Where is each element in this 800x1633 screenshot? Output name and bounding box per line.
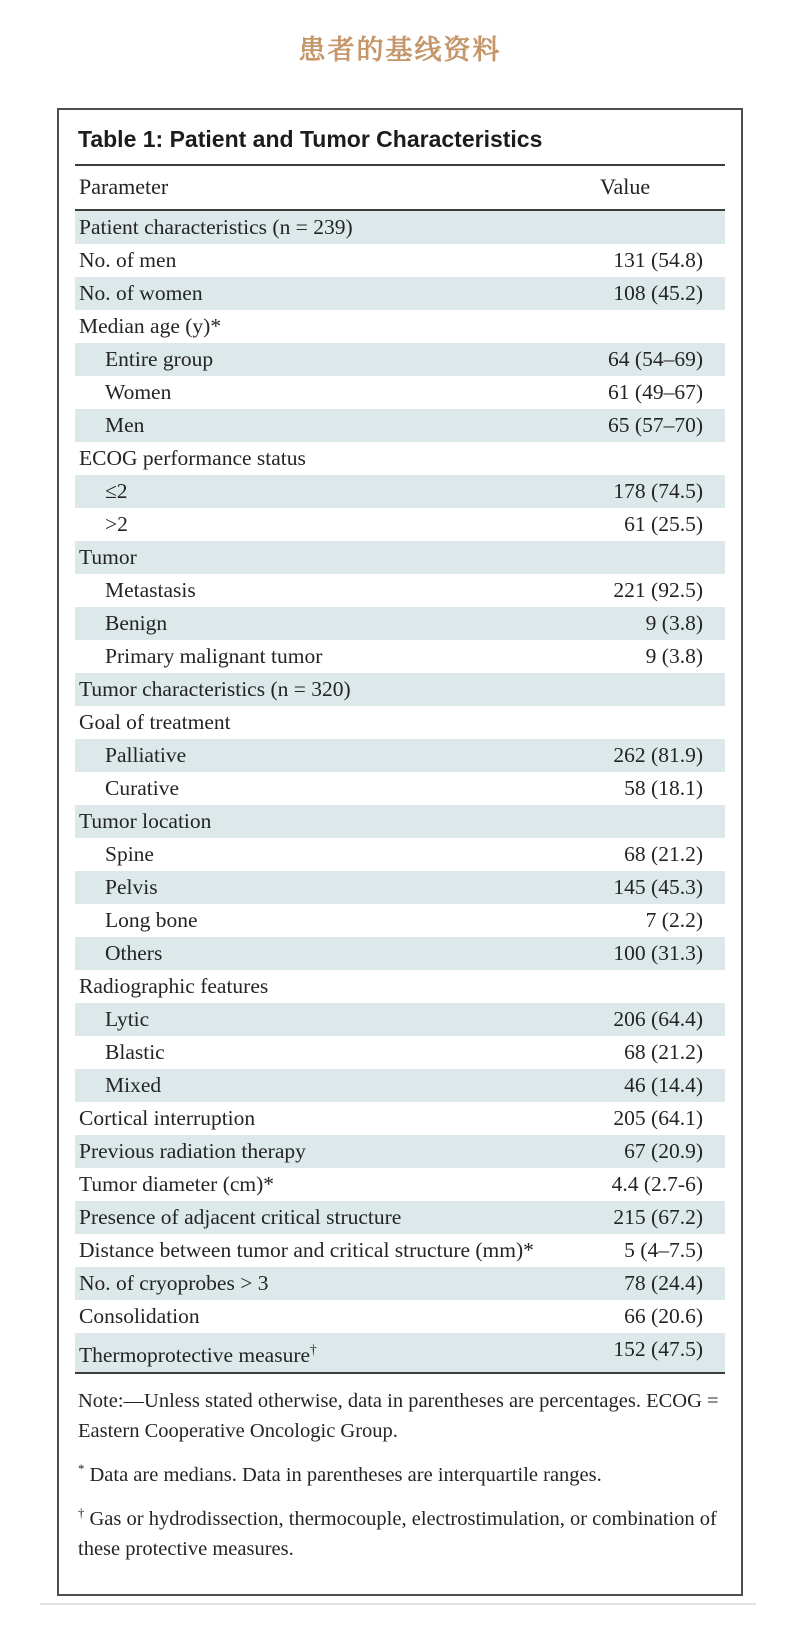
row-parameter: Curative [105,776,180,800]
table-row [75,1036,725,1069]
table-row [75,706,725,739]
row-value: 206 (64.4) [613,1007,703,1031]
row-parameter: Previous radiation therapy [79,1139,306,1163]
table-row [75,277,725,310]
footnote: Note:—Unless stated otherwise, data in parentheses are percentages. ECOG = Eastern Cooperative Oncologic Group. [78,1390,719,1443]
column-header-row [75,166,725,209]
row-parameter: >2 [105,512,128,536]
footnote: † Gas or hydrodissection, thermocouple, electrostimulation, or combination of these protective measures. [78,1505,717,1560]
row-parameter: Thermoprotective measure† [79,1342,317,1368]
row-parameter: Median age (y)* [79,314,222,338]
table-row [75,1003,725,1036]
row-parameter: Others [105,941,163,965]
table-row [75,607,725,640]
row-value: 66 (20.6) [624,1304,703,1328]
table-row [75,1102,725,1135]
row-value: 61 (49–67) [608,380,703,404]
table-row [75,673,725,706]
row-parameter: Presence of adjacent critical structure [79,1205,402,1229]
row-value: 67 (20.9) [624,1139,703,1163]
row-parameter: Distance between tumor and critical structure (mm)* [79,1238,534,1262]
table-row [75,1267,725,1300]
superscript-marker: † [78,1505,85,1520]
table-row [75,343,725,376]
table-container [57,108,743,1596]
table-title: Table 1: Patient and Tumor Characteristics [78,126,543,152]
row-parameter: No. of cryoprobes > 3 [79,1271,269,1295]
table-row [75,805,725,838]
table-row [75,1168,725,1201]
row-value: 152 (47.5) [613,1337,703,1361]
table-row [75,1300,725,1333]
table-row [75,442,725,475]
row-parameter: Tumor characteristics (n = 320) [79,677,351,701]
row-value: 64 (54–69) [608,347,703,371]
table-row [75,838,725,871]
row-parameter: Tumor location [79,809,212,833]
table-row [75,1069,725,1102]
row-value: 46 (14.4) [624,1073,703,1097]
row-parameter: Consolidation [79,1304,200,1328]
row-value: 100 (31.3) [613,941,703,965]
row-parameter: No. of women [79,281,203,305]
table-row [75,1234,725,1267]
footnote: * Data are medians. Data in parentheses are interquartile ranges. [78,1462,602,1486]
row-value: 78 (24.4) [624,1271,703,1295]
row-value: 131 (54.8) [613,248,703,272]
table-row [75,1201,725,1234]
superscript-marker: † [310,1342,317,1357]
table-row [75,1333,725,1372]
row-value: 9 (3.8) [645,644,703,668]
superscript-marker: * [78,1462,85,1477]
row-parameter: Men [105,413,145,437]
row-value: 4.4 (2.7-6) [611,1172,703,1196]
row-value: 7 (2.2) [645,908,703,932]
row-value: 9 (3.8) [645,611,703,635]
table-row [75,1135,725,1168]
table-row [75,541,725,574]
row-value: 5 (4–7.5) [624,1238,703,1262]
column-header-parameter: Parameter [79,174,169,199]
row-parameter: Cortical interruption [79,1106,256,1130]
row-value: 262 (81.9) [613,743,703,767]
row-parameter: Goal of treatment [79,710,231,734]
table-row [75,376,725,409]
row-value: 178 (74.5) [613,479,703,503]
row-value: 61 (25.5) [624,512,703,536]
row-parameter: Pelvis [105,875,158,899]
row-parameter: Mixed [105,1073,162,1097]
table-row [75,970,725,1003]
page-edge-line [40,1603,756,1605]
table-row [75,409,725,442]
table-row [75,772,725,805]
table-body [75,211,725,1372]
table-row [75,475,725,508]
row-parameter: ECOG performance status [79,446,306,470]
row-value: 58 (18.1) [624,776,703,800]
table-row [75,937,725,970]
table-row [75,904,725,937]
row-value: 68 (21.2) [624,1040,703,1064]
table-row [75,871,725,904]
row-value: 205 (64.1) [613,1106,703,1130]
table-row [75,574,725,607]
row-parameter: Entire group [105,347,214,371]
row-value: 215 (67.2) [613,1205,703,1229]
row-value: 65 (57–70) [608,413,703,437]
page-title: 患者的基线资料 [298,35,502,65]
row-parameter: Tumor diameter (cm)* [79,1172,275,1196]
row-value: 108 (45.2) [613,281,703,305]
row-parameter: Tumor [79,545,137,569]
table-row [75,244,725,277]
table-row [75,310,725,343]
row-value: 68 (21.2) [624,842,703,866]
row-parameter: Radiographic features [79,974,269,998]
row-parameter: Long bone [105,908,198,932]
table-row [75,211,725,244]
row-parameter: Palliative [105,743,187,767]
row-parameter: Patient characteristics (n = 239) [79,215,353,239]
table-row [75,739,725,772]
row-parameter: Lytic [105,1007,150,1031]
table-row [75,640,725,673]
row-value: 145 (45.3) [613,875,703,899]
row-parameter: ≤2 [105,479,128,503]
row-parameter: No. of men [79,248,177,272]
row-parameter: Women [105,380,172,404]
row-value: 221 (92.5) [613,578,703,602]
row-parameter: Primary malignant tumor [105,644,323,668]
row-parameter: Benign [105,611,168,635]
column-header-value: Value [600,174,651,199]
row-parameter: Blastic [105,1040,165,1064]
row-parameter: Spine [105,842,154,866]
table-footnotes [75,1374,725,1564]
row-parameter: Metastasis [105,578,196,602]
table-row [75,508,725,541]
